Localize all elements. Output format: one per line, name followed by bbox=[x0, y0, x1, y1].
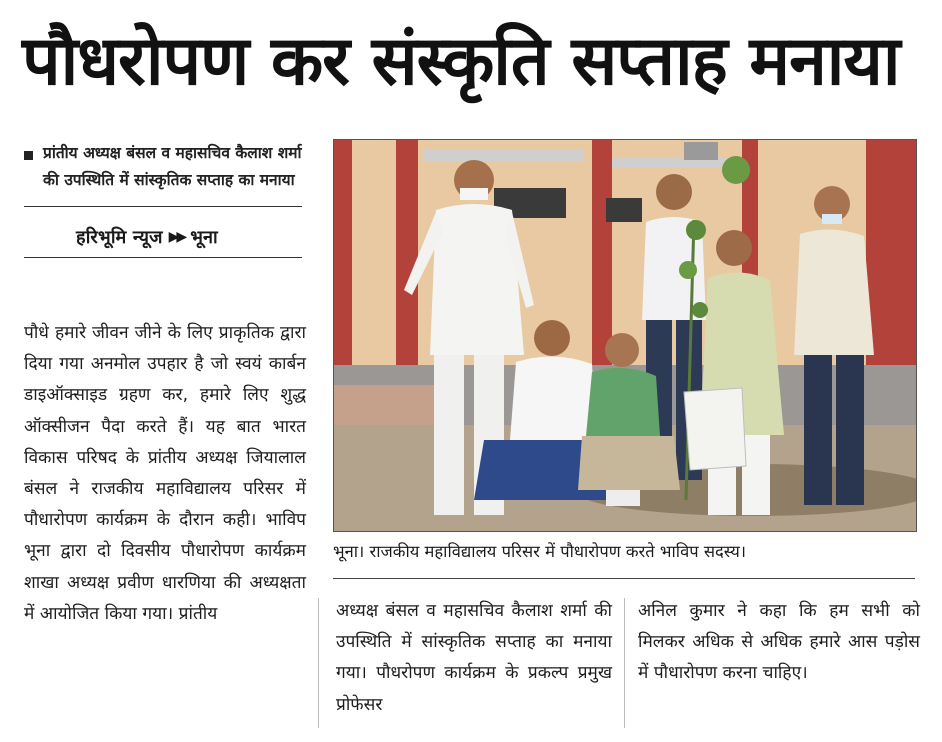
byline bbox=[24, 221, 302, 257]
column-divider-right bbox=[624, 598, 625, 728]
byline-divider bbox=[24, 257, 302, 258]
news-photo bbox=[333, 139, 917, 532]
caption-divider bbox=[333, 578, 915, 579]
article-column-3 bbox=[638, 596, 920, 690]
bullet-icon bbox=[24, 151, 33, 160]
article-column-2 bbox=[336, 596, 612, 721]
article-column-1 bbox=[24, 318, 306, 630]
summary-text: प्रांतीय अध्यक्ष बंसल व महासचिव कैलाश शर्मा की उपस्थिति में सांस्कृतिक सप्ताह का मनाया bbox=[43, 144, 302, 189]
article-text-col3: अनिल कुमार ने कहा कि हम सभी को मिलकर अधिक से अधिक हमारे आस पड़ोस में पौधारोपण करना चाहिए। bbox=[638, 601, 920, 684]
column-divider-left bbox=[318, 598, 319, 728]
byline-agency: हरिभूमि न्यूज bbox=[76, 227, 163, 248]
double-arrow-icon: ▶▶ bbox=[168, 229, 185, 245]
photo-caption: भूना। राजकीय महाविद्यालय परिसर में पौधारोपण करते भाविप सदस्य। bbox=[333, 542, 747, 561]
headline: पौधरोपण कर संस्कृति सप्ताह मनाया bbox=[22, 22, 900, 101]
summary-sidebar bbox=[24, 140, 302, 258]
summary-divider bbox=[24, 206, 302, 207]
summary-bullet bbox=[24, 140, 302, 194]
article-text-col2: अध्यक्ष बंसल व महासचिव कैलाश शर्मा की उपस्थिति में सांस्कृतिक सप्ताह का मनाया गया। पौधरोपण कार्यक्रम के प्रकल्प प्रमुख प्रोफेसर bbox=[336, 601, 612, 715]
photo-illustration bbox=[334, 140, 916, 531]
article-text-col1: पौधे हमारे जीवन जीने के लिए प्राकृतिक द्वारा दिया गया अनमोल उपहार है जो स्वयं कार्बन डाइऑक्साइड ग्रहण कर, हमारे लिए शुद्ध ऑक्सीजन पैदा करते हैं। यह बात भारत विकास परिषद के प्रांतीय अध्यक्ष जियालाल बंसल ने राजकीय महाविद्यालय परिसर में पौधारोपण कार्यक्रम के दौरान कही। भाविप भूना द्वारा दो दिवसीय पौधारोपण कार्यक्रम शाखा अध्यक्ष प्रवीण धारणिया की अध्यक्षता में आयोजित किया गया। प्रांतीय bbox=[24, 323, 306, 624]
byline-place: भूना bbox=[190, 227, 218, 248]
